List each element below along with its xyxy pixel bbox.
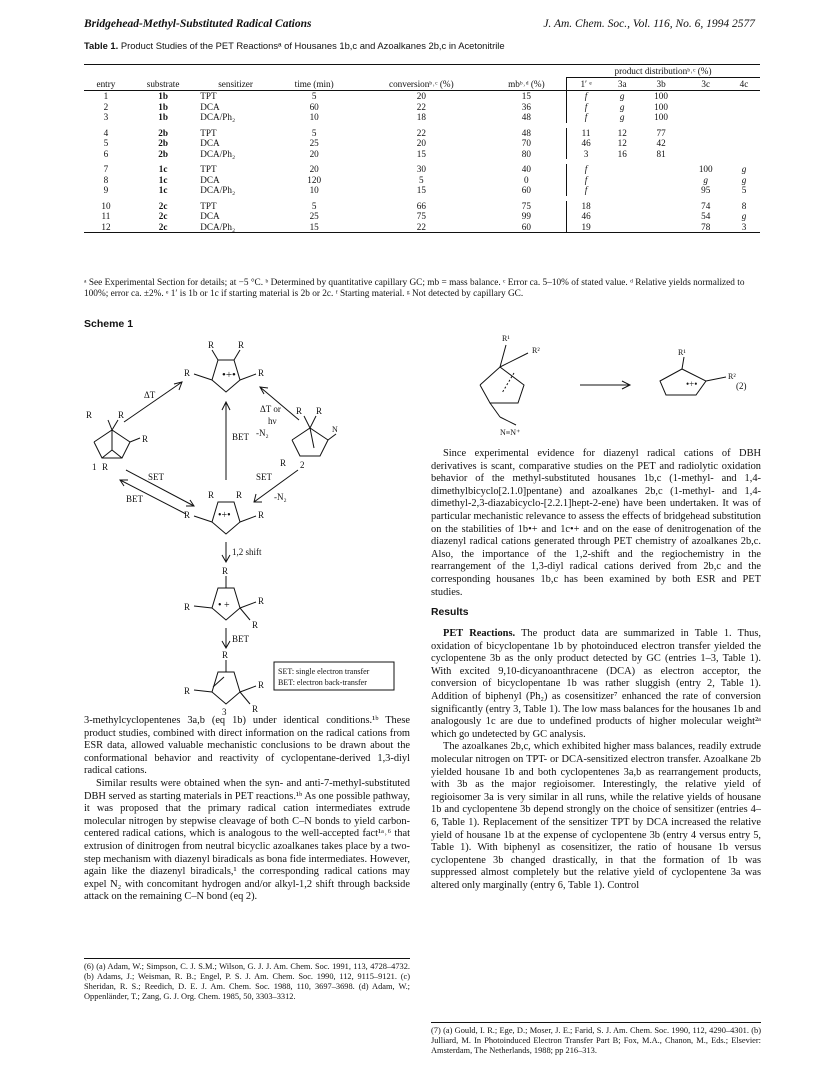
col-header: 3b — [656, 79, 666, 89]
eq-r1a: R¹ — [502, 334, 510, 343]
table-cell: 81 — [656, 148, 666, 159]
s-dt: ΔT — [144, 390, 156, 400]
table-cell: 48 — [521, 127, 531, 138]
table-cell: 2b — [158, 148, 168, 159]
table-cell: 11 — [101, 211, 111, 221]
table-footnote: ᵃ See Experimental Section for details; at −5 °C. ᵇ Determined by quantitative capillary GC; mb = mass balance. ᶜ Error ca. 5–10% of stated value. ᵈ Relative yields normalized to 100%; error ca. ±2%. ᵉ 1′ is 1b or 1c if starting material is 2b or 2c. ᶠ Starting material. ᵍ Not detected by capillary GC. — [84, 278, 745, 299]
eq-num: (2) — [736, 381, 747, 391]
table-row — [84, 102, 760, 113]
table-cell: TPT — [200, 200, 217, 211]
table-cell: 30 — [416, 164, 426, 174]
s-legend2: BET: electron back-transfer — [278, 678, 367, 687]
table-cell: 15 — [521, 91, 531, 101]
table-caption-text: Product Studies of the PET Reactionsᵃ of Housanes 1b,c and Azoalkanes 2b,c in Acetonitrile — [120, 40, 505, 51]
table-cell: 12 — [101, 221, 111, 232]
table-cell: 2b — [158, 138, 168, 148]
s-r19: R — [184, 602, 191, 612]
table-cell: 8 — [103, 174, 109, 185]
table-cell — [606, 175, 639, 186]
table-row — [84, 112, 760, 123]
s-r3: R — [184, 368, 191, 378]
table-cell: 10 — [101, 200, 111, 211]
table-cell: 2b — [158, 127, 168, 138]
s-legend1: SET: single electron transfer — [278, 667, 370, 676]
table-cell: 10 — [309, 112, 319, 122]
table-cell: 46 — [566, 211, 606, 222]
right-ref-7: (7) (a) Gould, I. R.; Ege, D.; Moser, J. E.; Farid, S. J. Am. Chem. Soc. 1990, 112, 4290–4301. (b) Julliard, M. In Photoinduced Electron Transfer Part B; Fox, M.A., Chanon, M., Eds.; Elsevier: Amsterdam, The Netherlands, 1988; pp 216–313. — [431, 1026, 761, 1055]
col-header: entry — [96, 78, 116, 89]
table-cell: DCA — [200, 211, 220, 221]
s-set2: SET — [256, 472, 273, 482]
s-r15: R — [258, 510, 265, 520]
right-p2: The product data are summarized in Table 1. Thus, oxidation of bicyclopentane 1b by photoinduced electron transfer yielded the cyclopentene 3b as the only product detected by GC (entries 1–3, Table 1). With excited 9,10-dicyanoanthracene (DCA) as electron acceptor, the conversion of bicyclopentane 1b was rather sluggish (entry 2, Table 1). Addition of biphenyl (Ph₂) as cosensitizer⁷ enhanced the rate of conversion significantly (entry 3, Table 1). The low mass balances for the housanes 1b and analogously 1c are due to undefined products of higher molecular weight²ᵃ which go undetected by GC analysis. — [431, 628, 761, 740]
table-cell: 1b — [158, 91, 168, 101]
s-r16: R — [222, 566, 229, 576]
col-header: mbᵇ˒ᵈ (%) — [508, 78, 545, 89]
table-cell — [606, 222, 639, 233]
s-n3: 3 — [222, 707, 227, 715]
s-n2: 2 — [300, 460, 305, 470]
table-cell: 22 — [416, 127, 426, 138]
table-row — [84, 164, 760, 175]
table-cell: 1 — [103, 91, 109, 101]
table-cell: 0 — [524, 174, 529, 185]
table-row — [84, 175, 760, 186]
table-cell: 40 — [521, 164, 531, 174]
table-cell: 75 — [416, 211, 426, 221]
s-dot3: • + — [218, 600, 230, 611]
s-dot2: •+• — [218, 510, 231, 521]
s-shift: 1,2 shift — [232, 547, 262, 557]
table-cell: 20 — [309, 164, 319, 174]
table-cell: 1c — [158, 185, 168, 195]
table-cell: 15 — [309, 221, 319, 232]
table-cell: 2c — [158, 200, 168, 211]
table-cell: 70 — [521, 138, 531, 148]
table-cell: 120 — [307, 174, 322, 185]
col-header: substrate — [146, 78, 180, 89]
table-cell — [606, 185, 639, 196]
table-cell: DCA/Ph₂ — [200, 221, 236, 232]
table-cell: 4 — [103, 127, 109, 138]
eq-r1b: R¹ — [678, 348, 686, 357]
left-column — [84, 715, 410, 904]
table-cell: 20 — [309, 148, 319, 159]
table-cell — [683, 91, 728, 102]
scheme-title: Scheme 1 — [84, 318, 134, 330]
table-cell: g — [741, 174, 747, 185]
product-table — [84, 64, 760, 233]
table-cell — [683, 112, 728, 123]
table-cell: 20 — [416, 138, 426, 148]
header-journal: J. Am. Chem. Soc., Vol. 116, No. 6, 1994 2577 — [543, 18, 755, 30]
table-cell: 60 — [521, 221, 531, 232]
table-cell: f — [566, 185, 606, 196]
table-cell: 3 — [103, 112, 109, 122]
table-row — [84, 201, 760, 212]
s-r10: R — [316, 406, 323, 416]
s-r12: R — [208, 490, 215, 500]
table-cell: f — [566, 164, 606, 175]
right-references — [431, 1022, 761, 1056]
table-cell: 5 — [311, 91, 317, 101]
table-cell: 18 — [416, 112, 426, 122]
s-bet2: BET — [126, 494, 143, 504]
table-cell: 1b — [158, 101, 168, 112]
s-n: N — [332, 425, 338, 434]
table-cell: 15 — [416, 185, 426, 195]
table-cell: DCA — [200, 101, 220, 112]
table-row — [84, 149, 760, 160]
pet-lead: PET Reactions. — [443, 628, 516, 639]
table-cell: 25 — [309, 138, 319, 148]
table-cell: 5 — [311, 200, 317, 211]
left-p2: Similar results were obtained when the syn- and anti-7-methyl-substituted DBH served as starting materials in PET reactions.¹ᵇ As one possible pathway, it was proposed that the primary radical cation intermediates extrude molecular nitrogen by stepwise cleavage of both C–N bonds to yield carbon-centered radical cations, which is analogous to the well-accepted fact¹ᵃ˒⁶ that extrusion of dinitrogen from neutral bicyclic azoalkanes takes place by a two-step mechanism with diazenyl biradicals as bona fide intermediates. However, again like the diazenyl biradicals,¹ the corresponding radical cations may expel N₂ with concomitant hydrogen and/or alkyl-1,2 shift through backside attack on the remaining C–N bond (eq 2). — [84, 777, 410, 903]
table-cell: TPT — [200, 164, 217, 174]
col-header: 4c — [739, 79, 749, 89]
col-header: 3a — [617, 79, 627, 89]
table-row — [84, 211, 760, 222]
table-cell: 16 — [617, 148, 627, 159]
table-cell: 1c — [158, 164, 168, 174]
table-cell: 22 — [416, 221, 426, 232]
table-cell — [683, 128, 728, 139]
s-r13: R — [236, 490, 243, 500]
table-cell: 11 — [566, 128, 606, 139]
right-p1: Since experimental evidence for diazenyl radical cations of DBH derivatives is scant, comparative studies on the PET and radiolytic oxidation behavior of the methyl-substituted housanes 1b,c (1-methyl- and 1,4-dimethylbicyclo[2.1.0]pentane) and azoalkanes 2b,c (1-methyl- and 1,4-dimethyl-2,3-diazabicyclo-[2.2.1]hept-2-ene) have been undertaken. It was of particular mechanistic relevance to assess the effects of bridgehead substitution on the stabilities of 1b•+ and 1c•+ and on the ease of denitrogenation of the diazenyl radical cations generated through PET chemistry of azoalkanes 2b,c. Also, the importance of the 1,2-shift and the regiochemistry in the rearrangement of the 1,3-diyl radical cations derived from 2b,c and the corresponding housanes 1b,c has been examined by both ESR and PET studies. — [431, 448, 761, 598]
table-cell — [639, 211, 684, 222]
left-ref-6: (6) (a) Adam, W.; Simpson, C. J. S.M.; Wilson, G. J. J. Am. Chem. Soc. 1991, 113, 4728–4732. (b) Adams, J.; Weisman, R. B.; Engel, P. S. J. Am. Chem. Soc. 1990, 112, 9115–9121. (c) Sheridan, R. S.; Reedich, D. E. J. Am. Chem. Soc. 1988, 110, 3697–3698. (d) Adam, W.; Oppenländer, T.; Zang, G. J. Org. Chem. 1985, 50, 3303–3312. — [84, 962, 410, 1001]
s-r23: R — [184, 686, 191, 696]
table-cell: f — [566, 175, 606, 186]
s-r5: R — [86, 410, 93, 420]
s-r7: R — [142, 434, 149, 444]
table-row — [84, 185, 760, 196]
table-cell: 15 — [416, 148, 426, 159]
s-r8: R — [102, 462, 109, 472]
table-cell: 1b — [158, 112, 168, 122]
s-hv: hν — [268, 416, 277, 426]
table-row — [84, 128, 760, 139]
results-heading: Results — [431, 607, 469, 618]
table-cell: 20 — [416, 91, 426, 101]
table-cell: 10 — [309, 185, 319, 195]
table-row — [84, 138, 760, 149]
s-r18: R — [252, 620, 259, 630]
table-cell: DCA — [200, 138, 220, 148]
table-cell: 95 — [701, 185, 711, 195]
table-caption-label: Table 1. — [84, 40, 119, 51]
table-cell — [639, 222, 684, 233]
table-cell — [606, 164, 639, 175]
eq-dot: •+• — [686, 379, 698, 389]
s-r14: R — [184, 510, 191, 520]
table-cell — [606, 201, 639, 212]
table-cell: 99 — [521, 211, 531, 221]
table-cell — [728, 112, 760, 123]
table-cell: DCA/Ph₂ — [200, 148, 236, 159]
s-r21: R — [258, 680, 265, 690]
table-cell: f — [566, 91, 606, 102]
table-cell — [606, 211, 639, 222]
table-cell — [639, 185, 684, 196]
table-cell: g — [741, 164, 747, 174]
s-dot1: •+• — [222, 369, 236, 381]
col-header: 3c — [701, 79, 711, 89]
table-cell: TPT — [200, 127, 217, 138]
table-cell: 2 — [103, 101, 109, 112]
table-cell: 12 — [617, 127, 627, 138]
table-cell: 12 — [617, 138, 627, 148]
col-header: conversionᵇ˒ᶜ (%) — [389, 78, 454, 89]
left-p1: 3-methylcyclopentenes 3a,b (eq 1b) under identical conditions.¹ᵇ These product studies, combined with direct information on the radical cations from ESR data, allowed valuable mechanistic conclusions to be drawn about the conformational behavior and reactivity of cyclopentane-derived 1,3-diyl radical cations. — [84, 715, 410, 777]
table-cell: 2c — [158, 211, 168, 221]
table-cell — [728, 102, 760, 113]
table-cell — [683, 102, 728, 113]
table-cell — [683, 149, 728, 160]
table-cell: DCA — [200, 174, 220, 185]
table-cell — [728, 149, 760, 160]
table-cell — [728, 138, 760, 149]
table-cell: g — [703, 174, 708, 185]
col-header: time (min) — [294, 78, 334, 89]
table-cell — [728, 91, 760, 102]
s-r20: R — [222, 650, 229, 660]
scheme-1-diagram — [84, 330, 414, 715]
s-r2: R — [238, 340, 245, 350]
s-dtor: ΔT or — [260, 404, 281, 414]
table-cell: 60 — [309, 101, 319, 112]
table-cell: 100 — [654, 91, 668, 101]
col-header: 1′ ᵉ — [566, 78, 606, 91]
table-cell: 48 — [521, 112, 531, 122]
table-cell: TPT — [200, 91, 217, 101]
right-column-top — [431, 448, 761, 599]
table-cell: 5 — [311, 127, 317, 138]
table-cell: 42 — [656, 138, 666, 148]
table-cell: 100 — [654, 101, 668, 112]
table-cell — [683, 138, 728, 149]
table-cell — [639, 201, 684, 212]
table-cell: g — [619, 112, 625, 122]
table-cell: 36 — [521, 101, 531, 112]
s-r1: R — [208, 340, 215, 350]
s-mn2a: -N₂ — [256, 428, 269, 438]
table-cell — [639, 164, 684, 175]
table-cell: 5 — [741, 185, 747, 195]
equation-2-diagram — [470, 325, 760, 445]
s-mn2b: -N₂ — [274, 492, 287, 502]
table-cell: 7 — [103, 164, 109, 174]
table-cell: 5 — [419, 174, 424, 185]
table-cell: 66 — [416, 200, 426, 211]
table-cell: 1c — [158, 174, 168, 185]
table-cell: 80 — [521, 148, 531, 159]
table-cell: 60 — [521, 185, 531, 195]
table-cell: 9 — [103, 185, 109, 195]
right-p3: The azoalkanes 2b,c, which exhibited higher mass balances, readily extrude molecular nitrogen on TPT- or DCA-sensitized electron transfer. Azoalkane 2b yielded housane 1b and both cyclopentenes 3a,b as rearrangement products, with 3b as the major regioisomer. Interestingly, the relative yield of regioisomer 3a is very similar in all runs, while the relative yields of housane 1b and cyclopentene 3b depend strongly on the choice of sensitizer (entries 4–6, Table 1). Replacement of the sensitizer TPT by DCA increased the relative yield of housane 1b at the expense of cyclopentene 3b (entry 4 versus entry 5, Table 1). With biphenyl as cosensitizer, the ratio of housane 1b versus cyclopentene 3b changed drastically, in that the formation of 1b was suppressed almost completely but the relative yield of cyclopentene 3a was altered only marginally (entry 6, Table 1). Control — [431, 741, 761, 891]
table-row — [84, 91, 760, 102]
table-cell: 25 — [309, 211, 319, 221]
table-cell: 78 — [701, 221, 711, 232]
table-cell — [639, 175, 684, 186]
table-cell: 100 — [654, 112, 668, 122]
s-r6: R — [118, 410, 125, 420]
table-cell: 22 — [416, 101, 426, 112]
s-r22: R — [252, 704, 259, 714]
s-bet3: BET — [232, 634, 249, 644]
eq-r2a: R² — [532, 346, 540, 355]
group-header: product distributionᵇ˒ᶜ (%) — [566, 65, 760, 78]
s-r11: R — [280, 458, 287, 468]
table-cell: 3 — [566, 149, 606, 160]
table-cell: 75 — [521, 200, 531, 211]
table-cell: 100 — [698, 164, 713, 174]
s-set1: SET — [148, 472, 165, 482]
right-column-bottom — [431, 628, 761, 892]
table-cell: 6 — [103, 148, 109, 159]
header-title: Bridgehead-Methyl-Substituted Radical Cations — [84, 18, 312, 30]
eq-nn: N≡N⁺ — [500, 428, 521, 437]
s-r17: R — [258, 596, 265, 606]
eq-r2b: R² — [728, 372, 736, 381]
table-cell: f — [566, 102, 606, 113]
table-cell: DCA/Ph₂ — [200, 185, 236, 195]
s-n1: 1 — [92, 462, 97, 472]
table-cell: DCA/Ph₂ — [200, 112, 236, 122]
table-cell — [728, 128, 760, 139]
table-cell: 8 — [741, 200, 747, 211]
table-cell: g — [619, 101, 625, 112]
table-cell: g — [619, 91, 625, 101]
table-cell: 3 — [741, 221, 747, 232]
table-cell: 5 — [103, 138, 109, 148]
s-r9: R — [296, 406, 303, 416]
table-cell: 18 — [566, 201, 606, 212]
table-cell: 74 — [701, 200, 711, 211]
table-cell: 46 — [566, 138, 606, 149]
col-header: sensitizer — [218, 78, 253, 89]
table-cell: 19 — [566, 222, 606, 233]
table-cell: f — [566, 112, 606, 123]
table-cell: g — [741, 211, 747, 221]
table-row — [84, 222, 760, 233]
table-cell: 77 — [656, 127, 666, 138]
table-cell: 2c — [158, 221, 168, 232]
left-references — [84, 958, 410, 1002]
table-cell: 54 — [701, 211, 711, 221]
table-caption — [84, 40, 505, 51]
s-bet1: BET — [232, 432, 249, 442]
s-r4: R — [258, 368, 265, 378]
